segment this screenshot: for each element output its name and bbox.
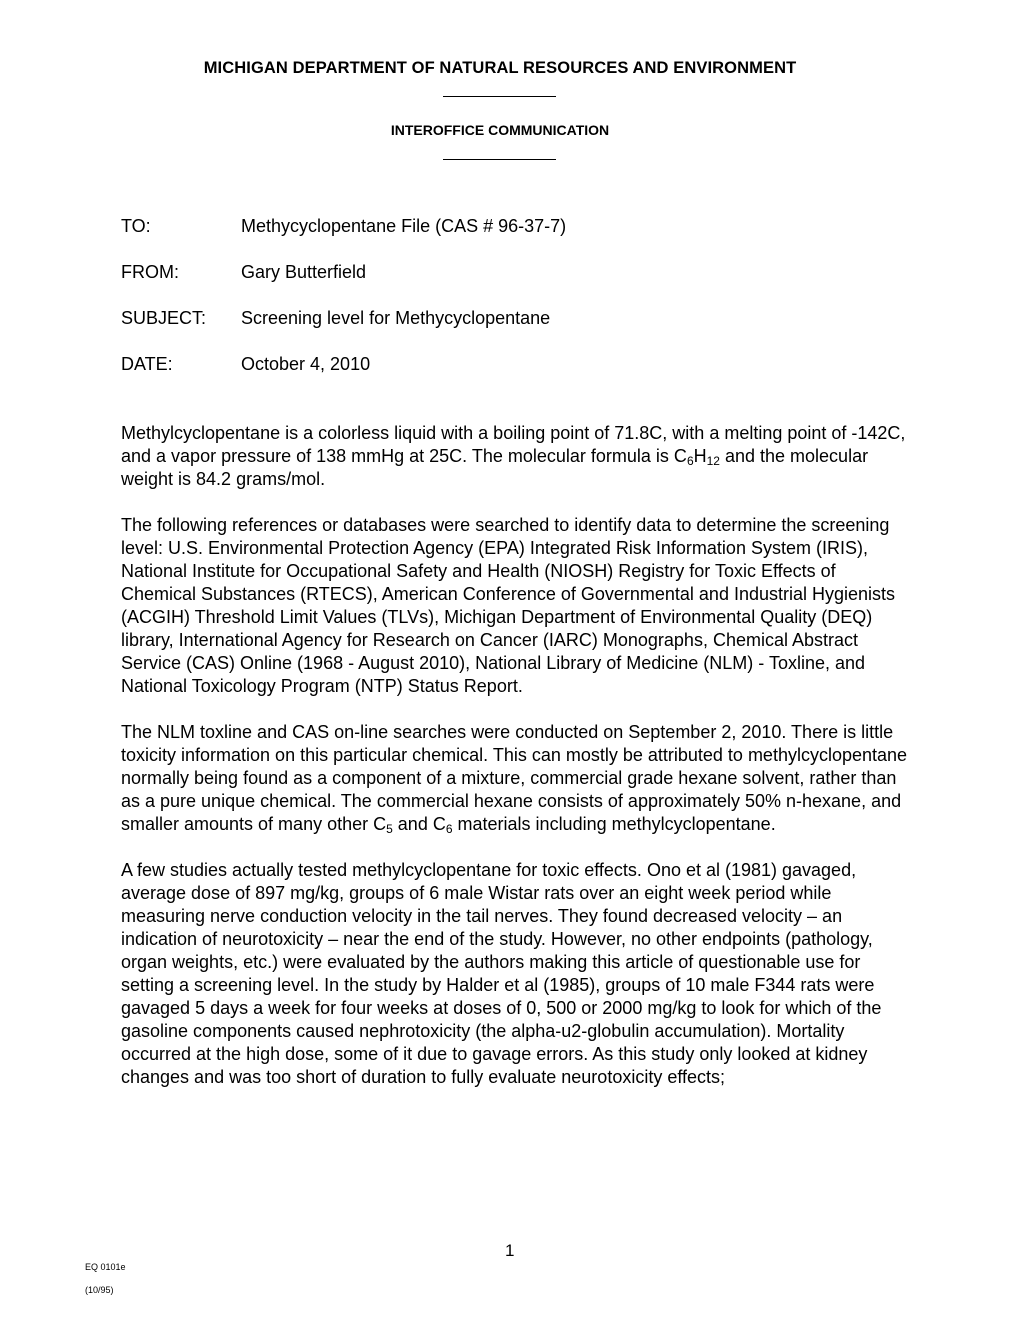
memo-subject-row bbox=[121, 307, 550, 329]
heading-divider bbox=[443, 96, 556, 97]
subscript: 12 bbox=[706, 454, 720, 468]
subscript: 5 bbox=[386, 822, 393, 836]
memo-to-value: Methycyclopentane File (CAS # 96-37-7) bbox=[241, 216, 567, 236]
memo-subject-value: Screening level for Methycyclopentane bbox=[241, 308, 551, 328]
paragraph-text: and the molecular weight is 84.2 grams/mol. bbox=[121, 446, 869, 489]
memo-from-value: Gary Butterfield bbox=[241, 262, 367, 282]
memo-date-value: October 4, 2010 bbox=[241, 354, 371, 374]
memo-to-label: TO: bbox=[121, 216, 151, 236]
paragraph-text: Methylcyclopentane is a colorless liquid with a boiling point of 71.8C, with a melting point of -142C, and a vapor pressure of 138 mmHg at 25C. The molecular formula is C bbox=[121, 423, 906, 466]
paragraph-text: H bbox=[693, 446, 707, 466]
form-code: EQ 0101e bbox=[85, 1262, 126, 1272]
subscript: 6 bbox=[686, 454, 694, 468]
paragraph-text: materials including methylcyclopentane. bbox=[452, 814, 776, 834]
paragraph-text: and C bbox=[392, 814, 446, 834]
form-date: (10/95) bbox=[85, 1285, 114, 1295]
page-number: 1 bbox=[505, 1241, 515, 1260]
memo-body bbox=[121, 422, 911, 1112]
paragraph-text: The NLM toxline and CAS on-line searches were conducted on September 2, 2010. There is little toxicity information on this particular chemical. This can mostly be attributed to methylcyclopentane normally being found as a component of a mixture, commercial grade hexane solvent, rather than as a pure unique chemical. The commercial hexane consists of approximately 50% n-hexane, and smaller amounts of many other C bbox=[121, 722, 908, 834]
subscript: 6 bbox=[445, 822, 453, 836]
memo-subject-label: SUBJECT: bbox=[121, 308, 207, 328]
paragraph-searches bbox=[121, 721, 911, 836]
paragraph-references: The following references or databases were searched to identify data to determine the screening level: U.S. Environmental Protection Agency (EPA) Integrated Risk Information System (IRIS), National Institute for Occupational Safety and Health (NIOSH) Registry for Toxic Effects of Chemical Substances (RTECS), American Conference of Governmental and Industrial Hygienists (ACGIH) Threshold Limit Values (TLVs), Michigan Department of Environmental Quality (DEQ) library, International Agency for Research on Cancer (IARC) Monographs, Chemical Abstract Service (CAS) Online (1968 - August 2010), National Library of Medicine (NLM) - Toxline, and National Toxicology Program (NTP) Status Report. bbox=[121, 515, 896, 696]
agency-heading: MICHIGAN DEPARTMENT OF NATURAL RESOURCES AND ENVIRONMENT bbox=[203, 59, 797, 77]
paragraph-properties bbox=[121, 422, 911, 491]
memo-from-row bbox=[121, 261, 366, 283]
memo-date-row bbox=[121, 353, 370, 375]
heading-divider bbox=[443, 159, 556, 160]
memo-from-label: FROM: bbox=[121, 262, 179, 282]
paragraph-studies: A few studies actually tested methylcyclopentane for toxic effects. Ono et al (1981) gavaged, average dose of 897 mg/kg, groups of 6 male Wistar rats over an eight week period while measuring nerve conduction velocity in the tail nerves. They found decreased velocity – an indication of neurotoxicity – near the end of the study. However, no other endpoints (pathology, organ weights, etc.) were evaluated by the authors making this article of questionable use for setting a screening level. In the study by Halder et al (1985), groups of 10 male F344 rats were gavaged 5 days a week for four weeks at doses of 0, 500 or 2000 mg/kg to look for which of the gasoline components caused nephrotoxicity (the alpha-u2-globulin accumulation). Mortality occurred at the high dose, some of it due to gavage errors. As this study only looked at kidney changes and was too short of duration to fully evaluate neurotoxicity effects; bbox=[121, 860, 882, 1087]
memo-type-heading: INTEROFFICE COMMUNICATION bbox=[390, 122, 610, 138]
memo-date-label: DATE: bbox=[121, 354, 173, 374]
memo-to-row bbox=[121, 215, 566, 237]
